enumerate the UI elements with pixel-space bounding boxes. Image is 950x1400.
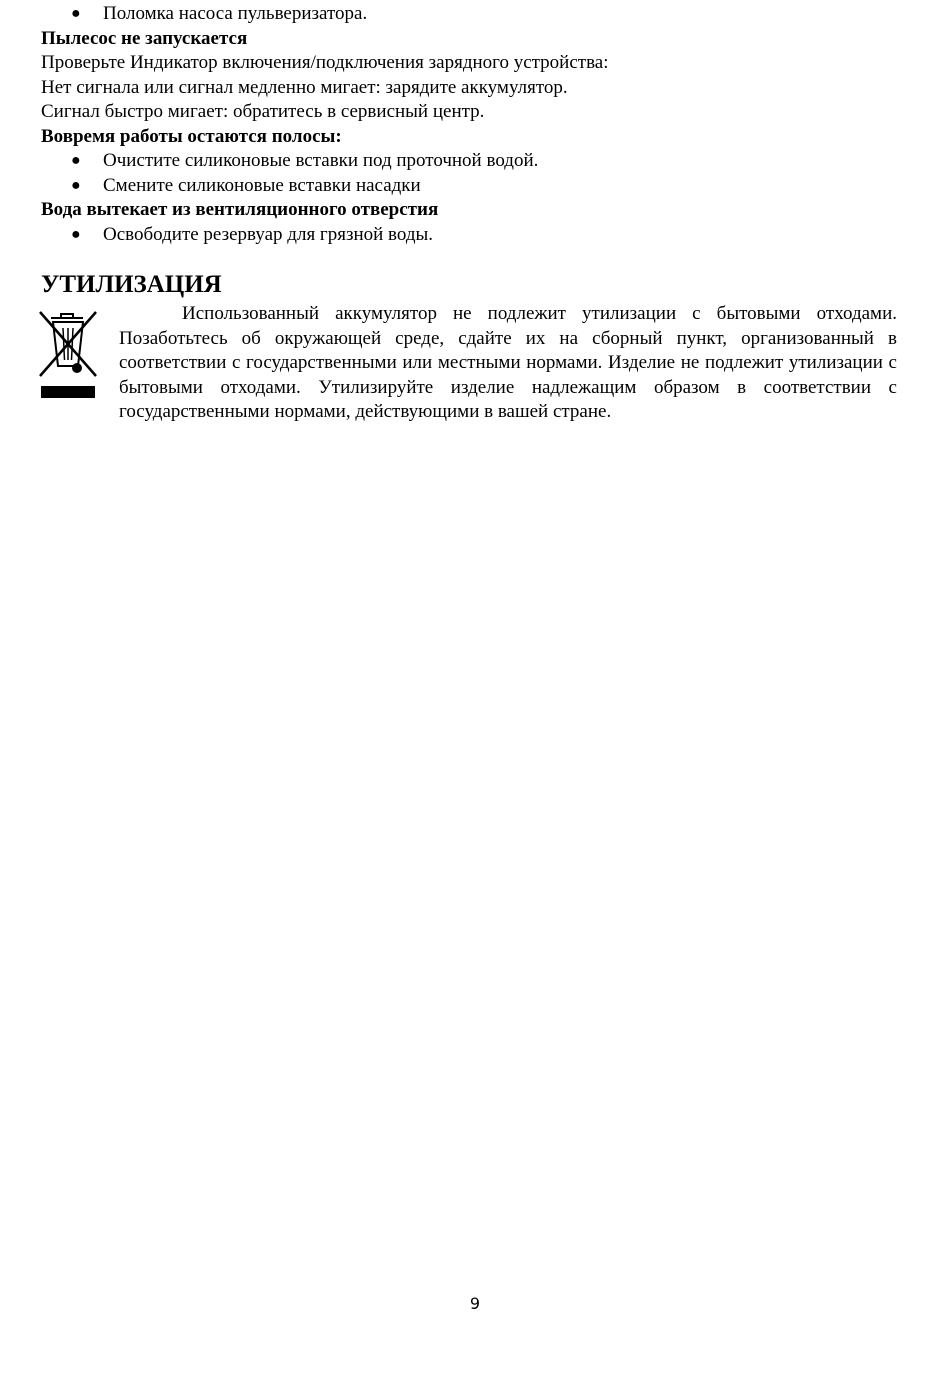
heading-water-leak: Вода вытекает из вентиляционного отверстия <box>41 199 439 220</box>
bullet-icon: ● <box>71 5 81 22</box>
bullet-text-pump: Поломка насоса пульверизатора. <box>103 3 368 24</box>
paragraph-fast-blink: Сигнал быстро мигает: обратитесь в сервисный центр. <box>41 101 485 122</box>
bullet-icon: ● <box>71 225 81 243</box>
list-item <box>41 223 901 248</box>
section-title-disposal: УТИЛИЗАЦИЯ <box>41 271 222 298</box>
bullet-text-clean-inserts: Очистите силиконовые вставки под проточной водой. <box>103 150 539 171</box>
bullet-icon: ● <box>71 152 81 169</box>
paragraph-check-indicator: Проверьте Индикатор включения/подключения зарядного устройства: <box>41 52 609 73</box>
list-item <box>41 149 901 174</box>
bullet-text-replace-inserts: Смените силиконовые вставки насадки <box>103 174 421 196</box>
document-body <box>41 2 901 425</box>
heading-not-starting: Пылесос не запускается <box>41 27 248 49</box>
paragraph-no-signal: Нет сигнала или сигнал медленно мигает: зарядите аккумулятор. <box>41 76 568 98</box>
bullet-text-empty-tank: Освободите резервуар для грязной воды. <box>103 223 434 245</box>
weee-crossed-bin-icon <box>37 304 99 400</box>
list-item <box>41 174 901 199</box>
bullet-icon: ● <box>71 176 81 194</box>
list-item <box>41 2 901 27</box>
disposal-paragraph: Использованный аккумулятор не подлежит утилизации с бытовыми отходами. Позаботьтесь об окружающей среде, сдайте их на сборный пункт, организованный в соответствии с государственными или местными нормами. Изделие не подлежит утилизации с бытовыми отходами. Утилизируйте изделие надлежащим образом в соответствии с государственными нормами, действующими в вашей стране. <box>119 303 897 422</box>
disposal-block <box>41 302 901 425</box>
page-number: 9 <box>469 1294 481 1313</box>
heading-streaks: Вовремя работы остаются полосы: <box>41 125 342 147</box>
